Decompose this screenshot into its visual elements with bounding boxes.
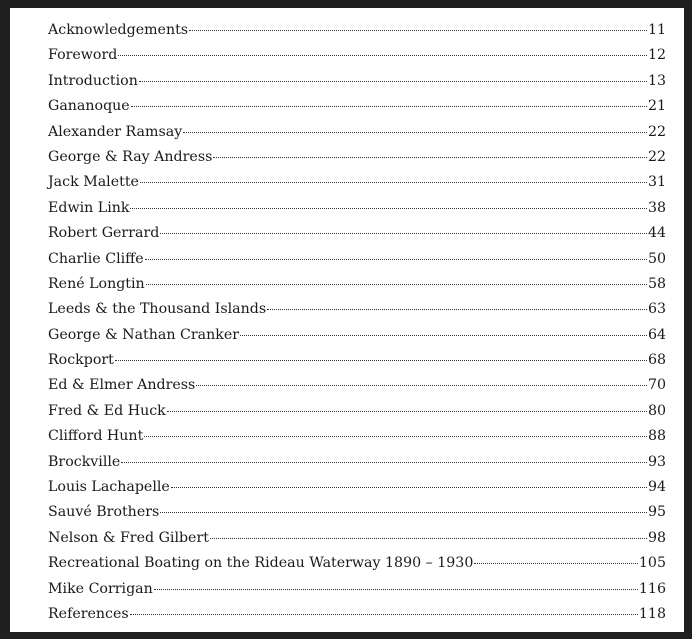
toc-entry[interactable]: [48, 120, 666, 145]
dot-leader: [160, 233, 647, 234]
toc-entry-title: References: [48, 605, 129, 622]
toc-entry[interactable]: [48, 272, 666, 297]
toc-entry[interactable]: [48, 373, 666, 398]
toc-entry-title: Introduction: [48, 72, 138, 89]
toc-entry-page-number: 94: [647, 479, 666, 496]
toc-entry-page-number: 21: [647, 98, 666, 115]
toc-entry-page-number: 44: [647, 225, 666, 242]
toc-entry[interactable]: [48, 43, 666, 68]
toc-entry-page-number: 50: [647, 250, 666, 267]
toc-entry-title: Jack Malette: [48, 174, 139, 191]
dot-leader: [167, 411, 647, 412]
toc-entry[interactable]: [48, 602, 666, 627]
toc-entry-page-number: 88: [647, 428, 666, 445]
toc-entry[interactable]: [48, 247, 666, 272]
dot-leader: [213, 157, 647, 158]
toc-entry-title: Foreword: [48, 47, 118, 64]
dot-leader: [145, 259, 647, 260]
toc-entry-page-number: 11: [647, 22, 666, 38]
toc-entry-title: Clifford Hunt: [48, 428, 144, 445]
toc-entry-title: Alexander Ramsay: [48, 123, 183, 140]
dot-leader: [474, 563, 638, 564]
toc-entry-page-number: 12: [647, 47, 666, 64]
toc-entry-title: Louis Lachapelle: [48, 479, 170, 496]
toc-entry[interactable]: [48, 323, 666, 348]
toc-entry-title: René Longtin: [48, 275, 145, 292]
toc-entry[interactable]: [48, 577, 666, 602]
toc-entry[interactable]: [48, 170, 666, 195]
dot-leader: [154, 589, 638, 590]
dot-leader: [267, 309, 647, 310]
toc-entry[interactable]: [48, 145, 666, 170]
toc-entry[interactable]: [48, 297, 666, 322]
toc-entry[interactable]: [48, 500, 666, 525]
toc-entry[interactable]: [48, 450, 666, 475]
toc-entry[interactable]: [48, 399, 666, 424]
toc-entry-title: Recreational Boating on the Rideau Waterway 1890 – 1930: [48, 555, 474, 572]
dot-leader: [196, 385, 647, 386]
toc-entry-page-number: 116: [638, 580, 666, 597]
toc-entry-title: Ed & Elmer Andress: [48, 377, 196, 394]
document-page: [10, 8, 684, 632]
toc-entry-page-number: 98: [647, 529, 666, 546]
toc-entry[interactable]: [48, 475, 666, 500]
dot-leader: [160, 512, 647, 513]
toc-entry-page-number: 13: [647, 72, 666, 89]
dot-leader: [139, 81, 647, 82]
dot-leader: [130, 208, 646, 209]
toc-entry-page-number: 63: [647, 301, 666, 318]
toc-entry-page-number: 80: [647, 402, 666, 419]
dot-leader: [144, 436, 647, 437]
toc-entry-title: Edwin Link: [48, 199, 130, 216]
dot-leader: [115, 360, 647, 361]
toc-entry-title: Acknowledgements: [48, 22, 189, 38]
dot-leader: [240, 335, 647, 336]
table-of-contents: [48, 18, 666, 627]
dot-leader: [140, 182, 647, 183]
dot-leader: [189, 30, 647, 31]
dot-leader: [131, 106, 647, 107]
toc-entry-page-number: 38: [647, 199, 666, 216]
toc-entry[interactable]: [48, 221, 666, 246]
toc-entry-page-number: 118: [638, 605, 666, 622]
toc-entry-page-number: 31: [647, 174, 666, 191]
dot-leader: [118, 55, 647, 56]
toc-entry-page-number: 68: [647, 352, 666, 369]
toc-entry-title: Mike Corrigan: [48, 580, 153, 597]
toc-entry-title: George & Ray Andress: [48, 148, 213, 165]
toc-entry-page-number: 93: [647, 453, 666, 470]
toc-entry[interactable]: [48, 18, 666, 43]
toc-entry[interactable]: [48, 526, 666, 551]
toc-entry-title: Fred & Ed Huck: [48, 402, 166, 419]
toc-entry-title: Nelson & Fred Gilbert: [48, 529, 209, 546]
toc-entry-page-number: 95: [647, 504, 666, 521]
toc-entry-page-number: 105: [638, 555, 666, 572]
toc-entry-page-number: 64: [647, 326, 666, 343]
toc-entry[interactable]: [48, 424, 666, 449]
toc-entry-title: Robert Gerrard: [48, 225, 160, 242]
dot-leader: [130, 614, 638, 615]
toc-entry-title: Brockville: [48, 453, 121, 470]
toc-entry[interactable]: [48, 348, 666, 373]
toc-entry[interactable]: [48, 69, 666, 94]
toc-entry[interactable]: [48, 94, 666, 119]
toc-entry-title: Rockport: [48, 352, 114, 369]
toc-entry-title: Sauvé Brothers: [48, 504, 160, 521]
toc-entry-title: Gananoque: [48, 98, 130, 115]
dot-leader: [171, 487, 647, 488]
toc-entry-page-number: 22: [647, 123, 666, 140]
toc-entry-title: Charlie Cliffe: [48, 250, 144, 267]
dot-leader: [146, 284, 647, 285]
toc-entry[interactable]: [48, 551, 666, 576]
dot-leader: [210, 538, 647, 539]
toc-entry-title: George & Nathan Cranker: [48, 326, 240, 343]
toc-entry-page-number: 22: [647, 148, 666, 165]
toc-entry-page-number: 70: [647, 377, 666, 394]
toc-entry[interactable]: [48, 196, 666, 221]
toc-entry-title: Leeds & the Thousand Islands: [48, 301, 267, 318]
dot-leader: [121, 462, 647, 463]
dot-leader: [183, 132, 647, 133]
toc-entry-page-number: 58: [647, 275, 666, 292]
